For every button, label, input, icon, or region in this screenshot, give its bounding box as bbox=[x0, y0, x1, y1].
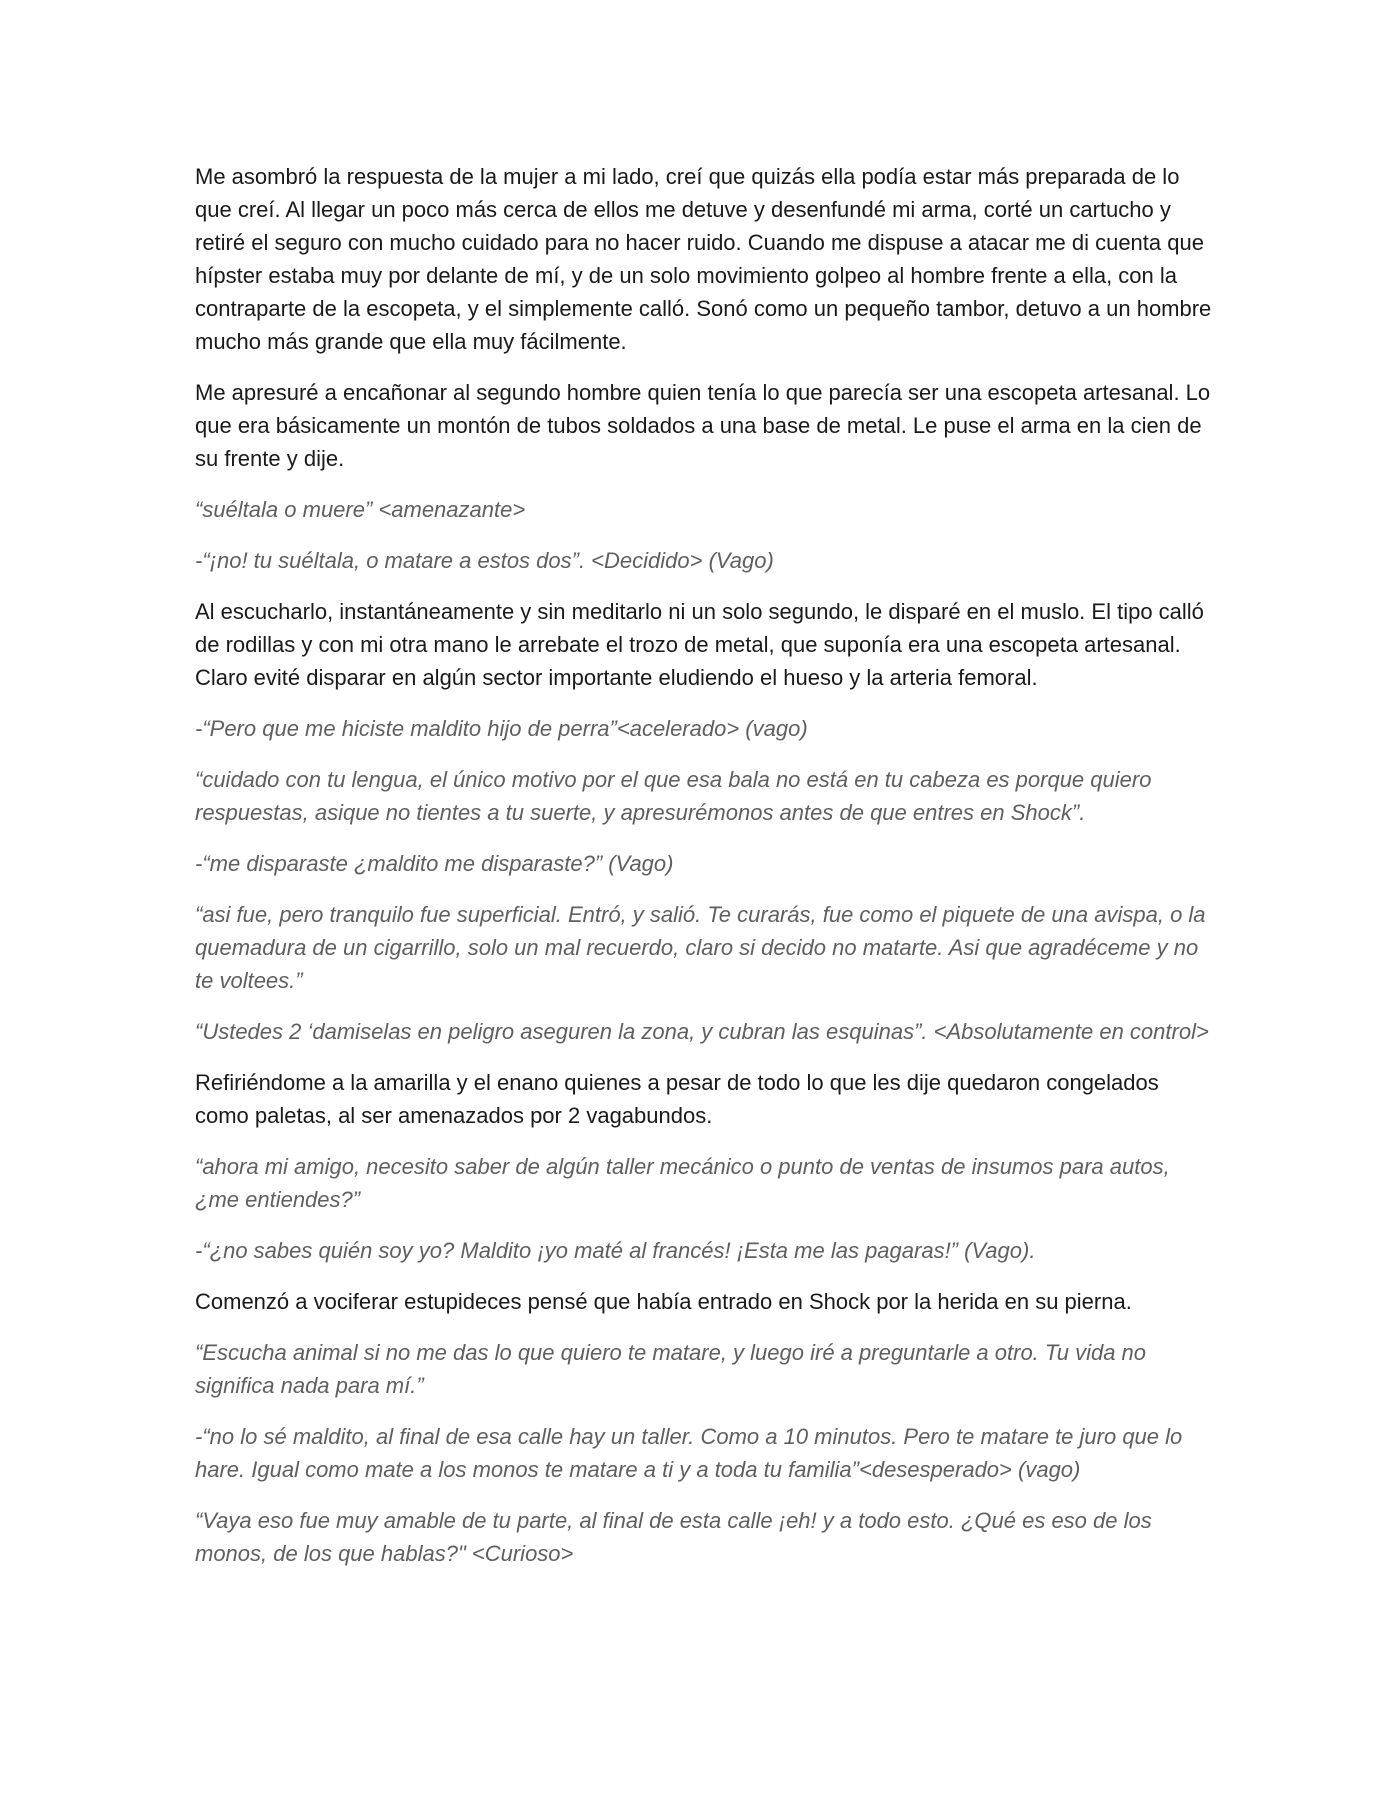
dialogue-line-6: “asi fue, pero tranquilo fue superficial. Entró, y salió. Te curarás, fue como el piquete de una avispa, o la quemadura de un cigarrillo, solo un mal recuerdo, claro si decido no matarte. Asi que agradéceme y no te voltees.” bbox=[195, 902, 1206, 993]
dialogue-line-3: -“Pero que me hiciste maldito hijo de perra”<acelerado> (vago) bbox=[195, 716, 808, 741]
dialogue-line-5: -“me disparaste ¿maldito me disparaste?” (Vago) bbox=[195, 851, 674, 876]
paragraph-2: Me apresuré a encañonar al segundo hombre quien tenía lo que parecía ser una escopeta artesanal. Lo que era básicamente un montón de tubos soldados a una base de metal. Le puse el arma en la cien de su frente y dije. bbox=[195, 380, 1211, 471]
dialogue-line-11: -“no lo sé maldito, al final de esa calle hay un taller. Como a 10 minutos. Pero te matare te juro que lo hare. Igual como mate a los monos te matare a ti y a toda tu familia”<desesperado> (vago) bbox=[195, 1424, 1183, 1482]
dialogue-line-10: “Escucha animal si no me das lo que quiero te matare, y luego iré a preguntarle a otro. Tu vida no significa nada para mí.” bbox=[195, 1340, 1147, 1398]
paragraph-3: Al escucharlo, instantáneamente y sin meditarlo ni un solo segundo, le disparé en el muslo. El tipo calló de rodillas y con mi otra mano le arrebate el trozo de metal, que suponía era una escopeta artesanal. Claro evité disparar en algún sector importante eludiendo el hueso y la arteria femoral. bbox=[195, 599, 1204, 690]
dialogue-line-2: -“¡no! tu suéltala, o matare a estos dos”. <Decidido> (Vago) bbox=[195, 548, 774, 573]
paragraph-4: Refiriéndome a la amarilla y el enano quienes a pesar de todo lo que les dije quedaron congelados como paletas, al ser amenazados por 2 vagabundos. bbox=[195, 1070, 1159, 1128]
paragraph-5: Comenzó a vociferar estupideces pensé que había entrado en Shock por la herida en su pierna. bbox=[195, 1289, 1132, 1314]
dialogue-line-4: “cuidado con tu lengua, el único motivo por el que esa bala no está en tu cabeza es porque quiero respuestas, asique no tientes a tu suerte, y apresurémonos antes de que entres en Shock”. bbox=[195, 767, 1152, 825]
paragraph-1: Me asombró la respuesta de la mujer a mi lado, creí que quizás ella podía estar más preparada de lo que creí. Al llegar un poco más cerca de ellos me detuve y desenfundé mi arma, corté un cartucho y retiré el seguro con mucho cuidado para no hacer ruido. Cuando me dispuse a atacar me di cuenta que hípster estaba muy por delante de mí, y de un solo movimiento golpeo al hombre frente a ella, con la contraparte de la escopeta, y el simplemente calló. Sonó como un pequeño tambor, detuvo a un hombre mucho más grande que ella muy fácilmente. bbox=[195, 164, 1212, 354]
dialogue-line-9: -“¿no sabes quién soy yo? Maldito ¡yo maté al francés! ¡Esta me las pagaras!” (Vago). bbox=[195, 1238, 1036, 1263]
dialogue-line-1: “suéltala o muere” <amenazante> bbox=[195, 497, 526, 522]
dialogue-line-12: “Vaya eso fue muy amable de tu parte, al final de esta calle ¡eh! y a todo esto. ¿Qué es eso de los monos, de los que hablas?" <Curioso> bbox=[195, 1508, 1152, 1566]
dialogue-line-7: “Ustedes 2 ‘damiselas en peligro aseguren la zona, y cubran las esquinas”. <Absolutamente en control> bbox=[195, 1019, 1209, 1044]
dialogue-line-8: “ahora mi amigo, necesito saber de algún taller mecánico o punto de ventas de insumos para autos, ¿me entiendes?” bbox=[195, 1154, 1170, 1212]
document-body bbox=[195, 160, 1215, 1588]
